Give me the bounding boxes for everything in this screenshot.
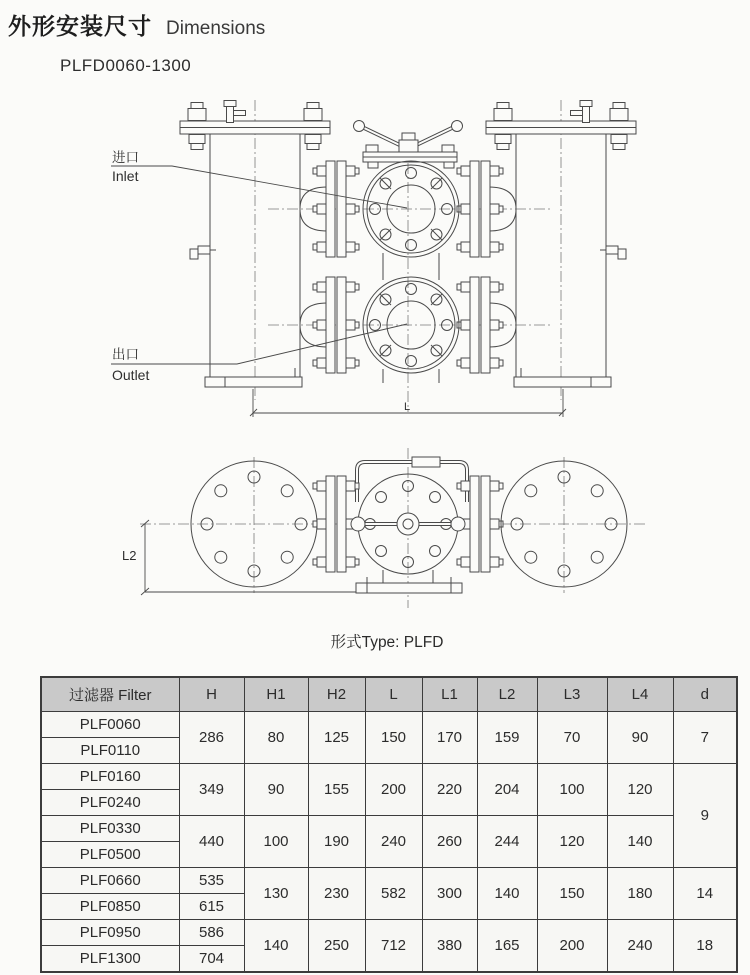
value-cell: 300 xyxy=(422,868,477,920)
base-flange xyxy=(356,570,462,593)
model-cell: PLF0850 xyxy=(41,894,179,920)
type-caption: 形式Type: PLFD xyxy=(330,634,444,651)
model-cell: PLF0500 xyxy=(41,842,179,868)
value-cell: 165 xyxy=(477,920,537,973)
value-cell: 14 xyxy=(673,868,737,920)
value-cell: 125 xyxy=(308,712,365,764)
drain-valve-icon xyxy=(190,246,216,259)
value-cell: 90 xyxy=(607,712,673,764)
value-cell: 440 xyxy=(179,816,244,868)
value-cell: 704 xyxy=(179,946,244,973)
col-header-d: d xyxy=(673,677,737,712)
value-cell: 712 xyxy=(365,920,422,973)
value-cell: 140 xyxy=(477,868,537,920)
model-cell: PLF0660 xyxy=(41,868,179,894)
model-cell: PLF0950 xyxy=(41,920,179,946)
table-row xyxy=(41,816,737,842)
value-cell: 7 xyxy=(673,712,737,764)
dim-L-label: L xyxy=(404,401,411,413)
value-cell: 140 xyxy=(244,920,308,973)
page-title-en: Dimensions xyxy=(166,18,266,39)
outlet-label-en: Outlet xyxy=(112,367,150,383)
model-cell: PLF0240 xyxy=(41,790,179,816)
col-header-H: H xyxy=(179,677,244,712)
table-row xyxy=(41,920,737,946)
value-cell: 535 xyxy=(179,868,244,894)
balance-pipe xyxy=(357,457,467,502)
value-cell: 615 xyxy=(179,894,244,920)
value-cell: 120 xyxy=(607,764,673,816)
value-cell: 286 xyxy=(179,712,244,764)
col-header-L1: L1 xyxy=(422,677,477,712)
value-cell: 250 xyxy=(308,920,365,973)
col-header-filter: 过滤器 Filter xyxy=(41,677,179,712)
value-cell: 70 xyxy=(537,712,607,764)
value-cell: 260 xyxy=(422,816,477,868)
col-header-H1: H1 xyxy=(244,677,308,712)
value-cell: 586 xyxy=(179,920,244,946)
value-cell: 80 xyxy=(244,712,308,764)
table-row xyxy=(41,764,737,790)
value-cell: 130 xyxy=(244,868,308,920)
value-cell: 150 xyxy=(537,868,607,920)
value-cell: 100 xyxy=(537,764,607,816)
outlet-label xyxy=(111,324,407,383)
value-cell: 90 xyxy=(244,764,308,816)
table-row xyxy=(41,868,737,894)
col-header-L: L xyxy=(365,677,422,712)
value-cell: 170 xyxy=(422,712,477,764)
model-cell: PLF0060 xyxy=(41,712,179,738)
col-header-H2: H2 xyxy=(308,677,365,712)
dim-L2-label: L2 xyxy=(122,548,137,563)
inlet-label-en: Inlet xyxy=(112,168,139,184)
value-cell: 200 xyxy=(537,920,607,973)
dimensions-table xyxy=(40,676,738,973)
front-view xyxy=(111,100,636,417)
value-cell: 349 xyxy=(179,764,244,816)
value-cell: 190 xyxy=(308,816,365,868)
value-cell: 155 xyxy=(308,764,365,816)
value-cell: 100 xyxy=(244,816,308,868)
value-cell: 220 xyxy=(422,764,477,816)
value-cell: 204 xyxy=(477,764,537,816)
drain-valve-icon xyxy=(600,246,626,259)
value-cell: 230 xyxy=(308,868,365,920)
value-cell: 380 xyxy=(422,920,477,973)
value-cell: 180 xyxy=(607,868,673,920)
value-cell: 200 xyxy=(365,764,422,816)
page-title xyxy=(8,8,265,41)
vent-valve-icon xyxy=(224,101,246,123)
value-cell: 240 xyxy=(607,920,673,973)
value-cell: 240 xyxy=(365,816,422,868)
value-cell: 582 xyxy=(365,868,422,920)
value-cell: 18 xyxy=(673,920,737,973)
model-cell: PLF1300 xyxy=(41,946,179,973)
col-header-L3: L3 xyxy=(537,677,607,712)
header-row xyxy=(41,677,737,712)
model-range: PLFD0060-1300 xyxy=(60,56,192,75)
vent-valve-icon xyxy=(571,101,593,123)
technical-drawing xyxy=(0,85,750,660)
value-cell: 120 xyxy=(537,816,607,868)
value-cell: 244 xyxy=(477,816,537,868)
value-cell: 150 xyxy=(365,712,422,764)
model-cell: PLF0330 xyxy=(41,816,179,842)
outlet-label-zh: 出口 xyxy=(112,347,139,362)
table-row xyxy=(41,712,737,738)
value-cell: 9 xyxy=(673,764,737,868)
col-header-L4: L4 xyxy=(607,677,673,712)
col-header-L2: L2 xyxy=(477,677,537,712)
value-cell: 159 xyxy=(477,712,537,764)
inlet-label-zh: 进口 xyxy=(112,150,139,165)
value-cell: 140 xyxy=(607,816,673,868)
top-view xyxy=(122,448,648,608)
model-cell: PLF0110 xyxy=(41,738,179,764)
page-title-zh: 外形安装尺寸 xyxy=(8,13,152,39)
model-cell: PLF0160 xyxy=(41,764,179,790)
